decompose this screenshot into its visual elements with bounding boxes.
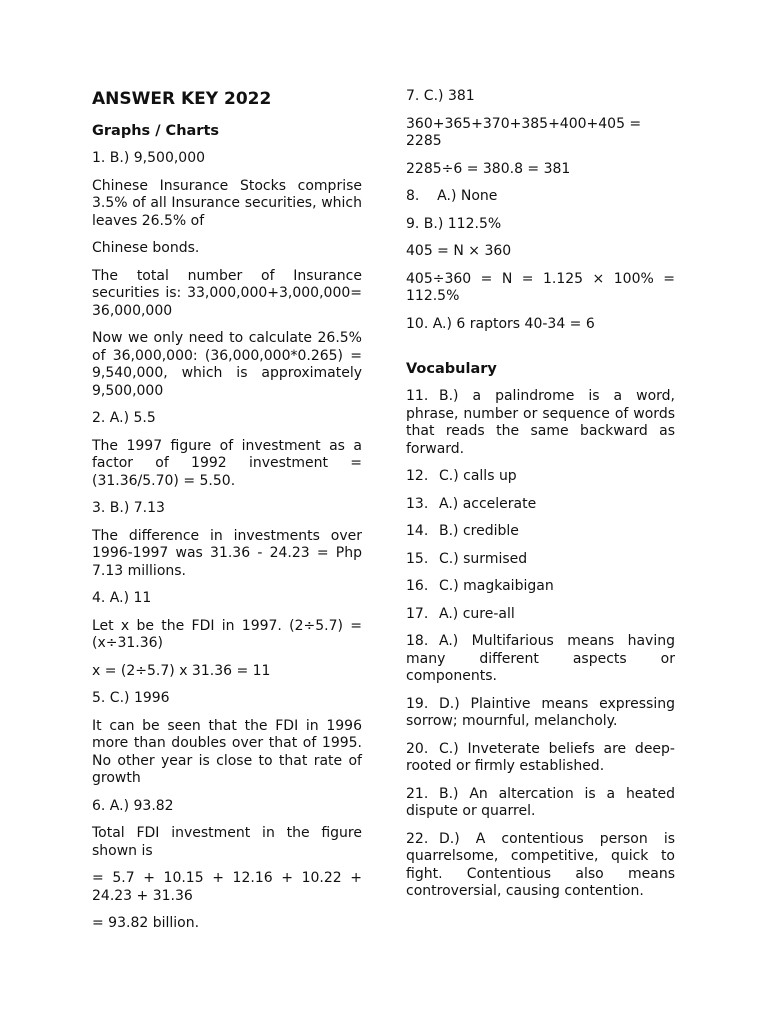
vocab-number: 18. — [406, 633, 429, 649]
explanation-4b: x = (2÷5.7) x 31.36 = 11 — [92, 662, 271, 679]
answer-2: 2. A.) 5.5 — [92, 410, 156, 426]
explanation-6a: Total FDI investment in the figure shown is — [92, 825, 362, 859]
vocab-text: C.) calls up — [439, 468, 517, 484]
vocab-text: C.) Inveterate beliefs are deep-rooted or firmly established. — [406, 740, 675, 774]
vocab-text: B.) a palindrome is a word, phrase, number or sequence of words that reads the same backward as forward. — [406, 388, 675, 457]
answer-5: 5. C.) 1996 — [92, 690, 170, 706]
vocab-item — [406, 496, 675, 514]
vocab-item — [406, 741, 675, 776]
vocab-item — [406, 388, 675, 458]
vocab-item — [406, 551, 675, 569]
answer-1: 1. B.) 9,500,000 — [92, 150, 206, 166]
vocab-item — [406, 831, 675, 901]
explanation-6c: = 93.82 billion. — [92, 915, 200, 931]
answer-7: 7. C.) 381 — [406, 88, 475, 104]
vocab-number: 14. — [406, 523, 429, 539]
explanation-1d: Now we only need to calculate 26.5% of 36,000,000: (36,000,000*0.265) = 9,540,000, which is approximately 9,500,000 — [92, 330, 362, 399]
vocab-text: A.) cure-all — [439, 605, 515, 622]
vocab-item — [406, 578, 675, 596]
explanation-1b: Chinese bonds. — [92, 240, 200, 256]
explanation-1a: Chinese Insurance Stocks comprise 3.5% of all Insurance securities, which leaves 26.5% of — [92, 177, 362, 229]
vocab-text: D.) Plaintive means expressing sorrow; mournful, melancholy. — [406, 695, 675, 729]
explanation-9b: 405÷360 = N = 1.125 × 100% = 112.5% — [406, 270, 675, 304]
vocab-item — [406, 523, 675, 541]
explanation-9a: 405 = N × 360 — [406, 243, 512, 259]
answer-10: 10. A.) 6 raptors 40-34 = 6 — [406, 315, 595, 332]
vocab-text: D.) A contentious person is quarrelsome, competitive, quick to fight. Contentious also means controversial, causing contention. — [406, 830, 675, 899]
vocab-text: A.) Multifarious means having many different aspects or components. — [406, 633, 675, 684]
explanation-5: It can be seen that the FDI in 1996 more than doubles over that of 1995. No other year is close to that rate of growth — [92, 717, 362, 786]
section-heading-graphs-charts: Graphs / Charts — [92, 123, 220, 139]
right-column — [406, 88, 675, 911]
answer-3: 3. B.) 7.13 — [92, 500, 165, 516]
vocab-number: 15. — [406, 550, 429, 567]
explanation-3: The difference in investments over 1996-1997 was 31.36 - 24.23 = Php 7.13 millions. — [92, 527, 362, 579]
answer-9: 9. B.) 112.5% — [406, 215, 502, 232]
section-heading-vocabulary: Vocabulary — [406, 361, 497, 377]
vocab-item — [406, 606, 675, 624]
vocab-number: 21. — [406, 785, 429, 802]
vocab-number: 19. — [406, 695, 429, 712]
explanation-2: The 1997 figure of investment as a factor of 1992 investment = (31.36/5.70) = 5.50. — [92, 437, 362, 489]
vocab-text: C.) magkaibigan — [439, 578, 554, 594]
explanation-7b: 2285÷6 = 380.8 = 381 — [406, 160, 571, 177]
answer-4: 4. A.) 11 — [92, 590, 152, 606]
explanation-1c: The total number of Insurance securities is: 33,000,000+3,000,000= 36,000,000 — [92, 267, 362, 319]
vocab-number: 12. — [406, 468, 429, 484]
vocab-item — [406, 786, 675, 821]
vocab-text: C.) surmised — [439, 550, 528, 567]
vocab-text: B.) An altercation is a heated dispute or quarrel. — [406, 785, 675, 819]
left-column — [92, 88, 362, 943]
document-title: ANSWER KEY 2022 — [92, 89, 272, 109]
vocab-text: A.) accelerate — [439, 495, 537, 512]
vocab-item — [406, 633, 675, 686]
vocab-number: 22. — [406, 830, 429, 847]
vocab-number: 11. — [406, 388, 429, 404]
explanation-6b: = 5.7 + 10.15 + 12.16 + 10.22 + 24.23 + 31.36 — [92, 870, 362, 904]
vocab-item — [406, 468, 675, 486]
vocab-text: B.) credible — [439, 523, 519, 539]
answer-6: 6. A.) 93.82 — [92, 797, 174, 814]
explanation-7a: 360+365+370+385+400+405 = 2285 — [406, 115, 642, 149]
vocab-number: 17. — [406, 605, 429, 622]
answer-8: 8. A.) None — [406, 188, 498, 204]
vocab-item — [406, 696, 675, 731]
explanation-4a: Let x be the FDI in 1997. (2÷5.7) = (x÷31.36) — [92, 617, 362, 651]
vocab-number: 13. — [406, 495, 429, 512]
vocab-number: 20. — [406, 740, 429, 757]
vocab-number: 16. — [406, 578, 429, 594]
